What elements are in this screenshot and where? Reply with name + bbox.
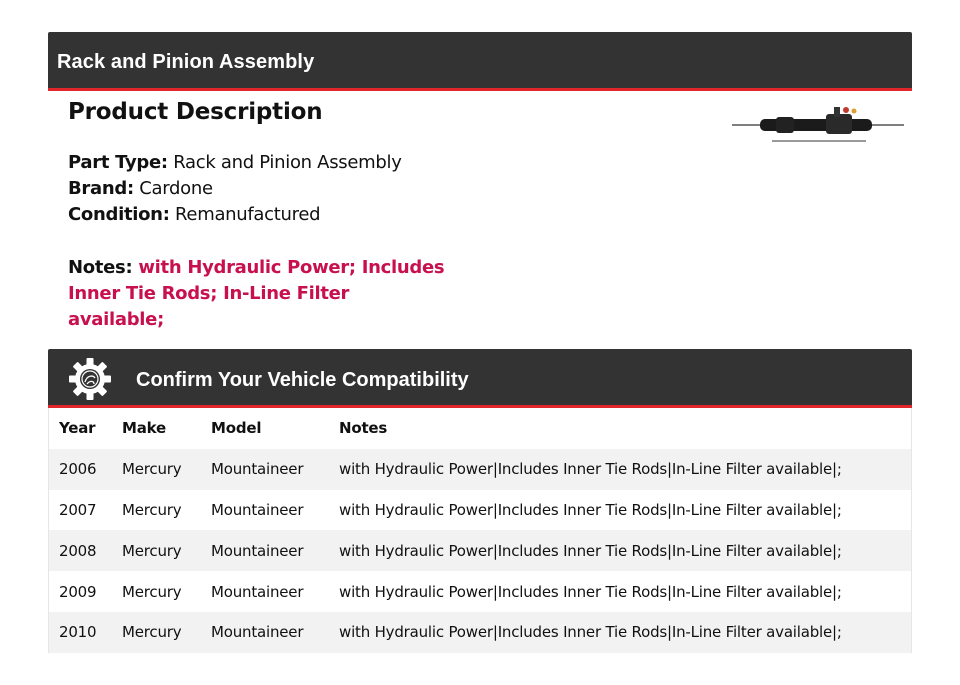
product-description xyxy=(68,96,688,333)
notes-label: Notes: xyxy=(68,257,133,278)
cell-make: Mercury xyxy=(122,500,182,519)
cell-notes: with Hydraulic Power|Includes Inner Tie Rods|In-Line Filter available|; xyxy=(339,500,842,519)
cell-year: 2007 xyxy=(59,500,97,519)
cell-model: Mountaineer xyxy=(211,460,304,479)
table-row xyxy=(49,449,911,490)
spec-brand xyxy=(68,176,688,202)
cell-notes: with Hydraulic Power|Includes Inner Tie Rods|In-Line Filter available|; xyxy=(339,541,842,560)
column-header-model: Model xyxy=(211,419,262,438)
cell-notes: with Hydraulic Power|Includes Inner Tie Rods|In-Line Filter available|; xyxy=(339,582,842,601)
gear-icon xyxy=(68,357,112,401)
cell-model: Mountaineer xyxy=(211,582,304,601)
brand-value: Cardone xyxy=(139,178,213,199)
compatibility-table xyxy=(48,408,912,653)
cell-make: Mercury xyxy=(122,460,182,479)
table-header-row xyxy=(49,408,911,449)
column-header-make: Make xyxy=(122,419,166,438)
cell-model: Mountaineer xyxy=(211,623,304,642)
spec-notes xyxy=(68,255,448,333)
compatibility-banner xyxy=(48,349,912,408)
cell-notes: with Hydraulic Power|Includes Inner Tie Rods|In-Line Filter available|; xyxy=(339,623,842,642)
table-row xyxy=(49,490,911,531)
notes-value: with Hydraulic Power; Includes Inner Tie Rods; In-Line Filter available; xyxy=(68,257,445,330)
description-heading: Product Description xyxy=(68,99,323,125)
rack-and-pinion-image xyxy=(730,100,906,150)
table-row xyxy=(49,571,911,612)
part-type-value: Rack and Pinion Assembly xyxy=(173,152,402,173)
cell-notes: with Hydraulic Power|Includes Inner Tie Rods|In-Line Filter available|; xyxy=(339,460,842,479)
cell-year: 2010 xyxy=(59,623,97,642)
cell-make: Mercury xyxy=(122,541,182,560)
table-row xyxy=(49,612,911,653)
cell-model: Mountaineer xyxy=(211,500,304,519)
cell-make: Mercury xyxy=(122,623,182,642)
column-header-year: Year xyxy=(59,419,96,438)
cell-year: 2008 xyxy=(59,541,97,560)
header-banner xyxy=(48,32,912,91)
cell-model: Mountaineer xyxy=(211,541,304,560)
brand-label: Brand: xyxy=(68,178,134,199)
compatibility-title: Confirm Your Vehicle Compatibility xyxy=(136,369,469,391)
cell-year: 2006 xyxy=(59,460,97,479)
page-title: Rack and Pinion Assembly xyxy=(57,51,315,73)
part-type-label: Part Type: xyxy=(68,152,168,173)
spec-list xyxy=(68,150,688,228)
table-row xyxy=(49,530,911,571)
spec-part-type xyxy=(68,150,688,176)
cell-year: 2009 xyxy=(59,582,97,601)
condition-value: Remanufactured xyxy=(175,204,321,225)
spec-condition xyxy=(68,202,688,228)
cell-make: Mercury xyxy=(122,582,182,601)
condition-label: Condition: xyxy=(68,204,170,225)
column-header-notes: Notes xyxy=(339,419,388,438)
